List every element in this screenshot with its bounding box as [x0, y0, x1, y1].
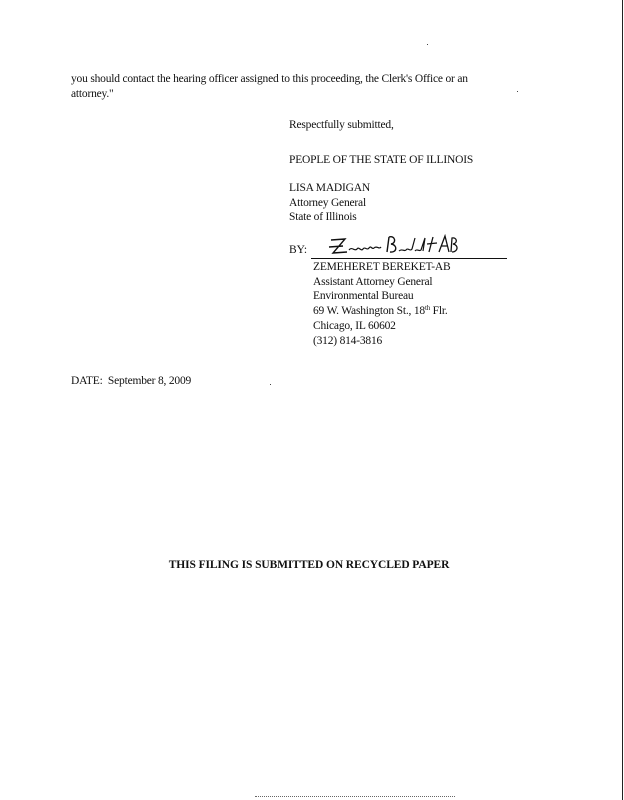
- page-right-edge: [622, 0, 623, 800]
- scan-speck: [427, 44, 428, 45]
- signer-name: ZEMEHERET BEREKET-AB: [313, 261, 451, 273]
- by-signature-row: [289, 234, 509, 260]
- handwritten-signature: [325, 234, 485, 260]
- party-name: PEOPLE OF THE STATE OF ILLINOIS: [289, 153, 474, 166]
- body-line-2: attorney.": [71, 88, 114, 100]
- official-title: Attorney General: [289, 196, 366, 209]
- address-prefix: 69 W. Washington St., 18: [313, 305, 425, 318]
- scan-speck: [270, 384, 271, 385]
- body-paragraph: [71, 72, 531, 102]
- signer-title: Assistant Attorney General: [313, 275, 433, 288]
- scan-bottom-artifact: [255, 796, 455, 798]
- recycled-paper-notice: THIS FILING IS SUBMITTED ON RECYCLED PAPER: [168, 559, 450, 571]
- signer-city: Chicago, IL 60602: [313, 319, 396, 332]
- by-label: BY:: [289, 244, 308, 256]
- signer-address: [313, 304, 543, 319]
- address-superscript: th: [424, 304, 430, 313]
- body-line-1: you should contact the hearing officer assigned to this proceeding, the Clerk's Office or an: [71, 73, 468, 85]
- official-state: State of Illinois: [289, 211, 357, 223]
- signer-phone: (312) 814-3816: [313, 334, 383, 347]
- closing: Respectfully submitted,: [289, 119, 394, 131]
- date-line: DATE: September 8, 2009: [71, 375, 192, 387]
- signature-line: [311, 258, 507, 259]
- address-suffix: Flr.: [430, 305, 448, 318]
- signature-block: [289, 118, 549, 225]
- official-name: LISA MADIGAN: [289, 182, 370, 194]
- signer-details: [313, 260, 543, 348]
- signer-bureau: Environmental Bureau: [313, 290, 414, 303]
